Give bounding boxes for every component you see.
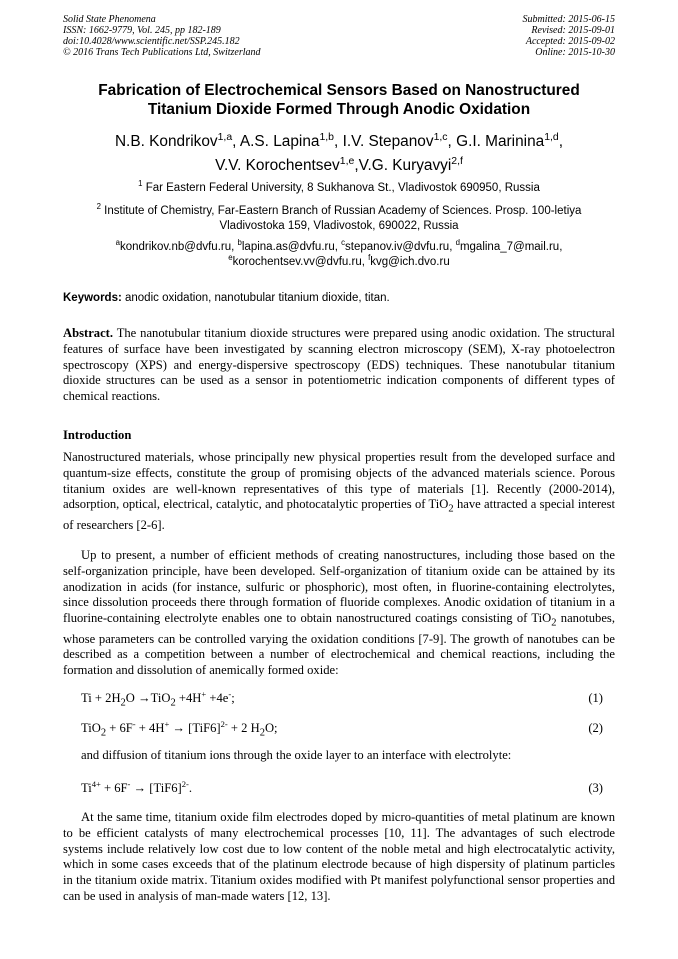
- intro-paragraph-4: At the same time, titanium oxide film electrodes doped by micro-quantities of metal platinum are known to be efficient catalysts of many electrochemical processes [10, 11]. The advantages of such electrode systems include relatively low cost due to low content of the noble metal and high electrocatalytic activity, which in some cases exceeds that of the platinum electrode because of high dispersity of platinum particles in the titanium oxide matrix. Titanium oxides modified with Pt manifest polyfunctional sensor properties and can be used in analysis of man-made waters [12, 13].: [63, 810, 615, 903]
- equation-text: → [TiF6]: [169, 721, 221, 735]
- revised-date: Revised: 2015-09-01: [531, 25, 615, 36]
- author-separator: ,: [232, 133, 240, 150]
- paragraph-text: Nanostructured materials, whose principally new physical properties result from the developed surface and quantum-size effects, constitute the group of promising objects of the advanced materials science. Porous titanium oxides are well-known representatives of this type of materials [1]. Recently (2000-2014), adsorption, optical, electrical, catalytic, and photocatalytic properties of TiO: [63, 450, 615, 512]
- author-name: A.S. Lapina: [239, 133, 320, 150]
- equation-text: +4H: [175, 691, 202, 705]
- equation-text: ;: [231, 691, 235, 705]
- paper-title: [63, 81, 615, 119]
- affiliation-2: [63, 204, 615, 234]
- superscript: -: [132, 718, 136, 729]
- equation-text: +4e: [206, 691, 229, 705]
- author-separator: ,: [558, 133, 564, 150]
- email-address[interactable]: mgalina_7@mail.ru: [459, 241, 560, 253]
- email-separator: ,: [231, 241, 238, 253]
- author-separator: ,: [334, 133, 343, 150]
- equation-text: O →TiO: [125, 691, 171, 705]
- equation-text: TiO: [81, 721, 101, 735]
- abstract: [63, 326, 615, 405]
- author-name: V.G. Kuryavyi: [358, 157, 452, 174]
- subscript: 2: [259, 727, 265, 739]
- email-separator: ,: [449, 241, 456, 253]
- equation-number: (1): [588, 691, 603, 705]
- author-separator: ,: [354, 157, 359, 174]
- email-address[interactable]: kondrikov.nb@dvfu.ru: [119, 241, 232, 253]
- affiliation-text: Institute of Chemistry, Far-Eastern Branch of Russian Academy of Sciences. Prosp. 100-letiya: [104, 205, 582, 217]
- subscript: 2: [100, 727, 107, 739]
- subscript: 2: [120, 697, 126, 709]
- keywords: [63, 291, 615, 306]
- accepted-date: Accepted: 2015-09-02: [525, 36, 615, 47]
- superscript: 4+: [91, 778, 101, 789]
- email-separator: ,: [334, 241, 342, 253]
- author-name: G.I. Marinina: [456, 133, 545, 150]
- equation-number: (3): [588, 781, 603, 795]
- equation-text: O;: [264, 721, 278, 735]
- equation-text: + 6F: [100, 781, 128, 795]
- email-mark: f: [368, 253, 371, 263]
- intro-paragraph-3: and diffusion of titanium ions through the oxide layer to an interface with electrolyte:: [81, 748, 512, 762]
- equation-1: [81, 690, 603, 712]
- superscript: +: [164, 718, 170, 729]
- author-affil-mark: 1,b: [319, 131, 334, 143]
- author-affil-mark: 2,f: [451, 155, 463, 167]
- equation-text: + 2 H: [227, 721, 260, 735]
- author-list: [63, 130, 615, 178]
- author-affil-mark: 1,c: [433, 131, 448, 143]
- section-heading-introduction: Introduction: [63, 428, 132, 442]
- intro-paragraph-2: [63, 548, 615, 679]
- email-mark: a: [115, 238, 120, 248]
- email-address[interactable]: korochentsev.vv@dvfu.ru: [232, 256, 362, 268]
- subscript: 2: [448, 503, 454, 515]
- email-address[interactable]: stepanov.iv@dvfu.ru: [345, 241, 450, 253]
- equation-text: Ti + 2H: [81, 691, 121, 705]
- email-separator: ,: [559, 241, 563, 253]
- affiliation-text: Vladivostoka 159, Vladivostok, 690022, Russia: [219, 220, 459, 232]
- online-date: Online: 2015-10-30: [535, 47, 615, 58]
- author-affil-mark: 1,d: [544, 131, 559, 143]
- author-name: N.B. Kondrikov: [114, 133, 218, 150]
- copyright: © 2016 Trans Tech Publications Ltd, Switzerland: [63, 47, 261, 58]
- author-name: I.V. Stepanov: [342, 133, 434, 150]
- email-mark: e: [228, 253, 233, 263]
- paragraph-text: nanotubes, whose parameters can be controlled varying the oxidation conditions [7-9]. The growth of nanotubes can be described as a competition between a number of electrochemical and chemical reactions, including the formation and dissolution of anemically formed oxide:: [63, 611, 615, 678]
- equation-number: (2): [588, 721, 603, 735]
- superscript: 2-: [220, 718, 228, 729]
- equation-text: + 6F: [106, 721, 133, 735]
- affiliation-text: Far Eastern Federal University, 8 Sukhanova St., Vladivostok 690950, Russia: [145, 182, 540, 194]
- abstract-label: Abstract.: [63, 326, 114, 340]
- superscript: 2-: [181, 778, 189, 789]
- abstract-text: The nanotubular titanium dioxide structures were prepared using anodic oxidation. The structural features of surface have been investigated by scanning electron microscopy (SEM), X-ray photoelectron spectroscopy (XPS) and energy-dispersive spectroscopy (EDS) techniques. These nanotubular titanium dioxide structures can be used as a sensor in potentiometric indication components of different types of chemical reactions.: [63, 326, 615, 404]
- equation-2: [81, 720, 603, 742]
- equation-text: + 4H: [135, 721, 165, 735]
- superscript: +: [201, 688, 207, 699]
- author-affil-mark: 1,e: [339, 155, 355, 167]
- keywords-text: anodic oxidation, nanotubular titanium dioxide, titan.: [125, 292, 390, 304]
- equation-text: → [TiF6]: [130, 781, 182, 795]
- equation-text: Ti: [81, 781, 92, 795]
- title-line-1: Fabrication of Electrochemical Sensors Based on Nanostructured: [98, 82, 580, 99]
- issn: ISSN: 1662-9779, Vol. 245, pp 182-189: [63, 25, 221, 36]
- author-line-2: [63, 154, 615, 178]
- email-separator: ,: [361, 256, 369, 268]
- superscript: -: [228, 688, 232, 699]
- submitted-date: Submitted: 2015-06-15: [522, 14, 615, 25]
- author-affil-mark: 1,a: [217, 131, 233, 143]
- author-line-1: [63, 130, 615, 154]
- email-address[interactable]: lapina.as@dvfu.ru: [241, 241, 335, 253]
- paragraph-text: Up to present, a number of efficient methods of creating nanostructures, including those based on the self-organization principle, have been developed. Self-organization of titanium oxide can be attained by its anodization in acids (for instance, sulfuric or phosphoric), most often, in fluorine-containing electrolytes, since dissolution proceeds there through formation of fluoride complexes. Anodic oxidation of titanium in a fluorine-containing electrolyte enables one to obtain nanostructured coatings consisting of TiO: [63, 548, 615, 626]
- affiliation-1: [63, 181, 615, 196]
- superscript: -: [127, 778, 131, 789]
- email-address[interactable]: kvg@ich.dvo.ru: [370, 256, 450, 268]
- email-mark: d: [455, 238, 460, 248]
- subscript: 2: [170, 697, 176, 709]
- paragraph-text: have attracted a special interest of researchers [2-6].: [63, 497, 615, 532]
- author-name: V.V. Korochentsev: [215, 157, 340, 174]
- doi: doi:10.4028/www.scientific.net/SSP.245.182: [63, 36, 240, 47]
- journal-header: [63, 14, 261, 58]
- author-separator: ,: [447, 133, 457, 150]
- affiliation-number: 1: [138, 179, 143, 189]
- equation-3: [81, 780, 603, 796]
- intro-paragraph-1: [63, 450, 615, 534]
- title-line-2: Titanium Dioxide Formed Through Anodic Oxidation: [147, 101, 531, 118]
- affiliation-number: 2: [96, 202, 101, 212]
- author-emails: [63, 240, 615, 270]
- dates-header: [523, 14, 616, 58]
- equation-text: .: [188, 781, 193, 795]
- keywords-label: Keywords:: [63, 292, 122, 304]
- email-mark: c: [341, 238, 346, 248]
- subscript: 2: [551, 617, 557, 629]
- email-mark: b: [237, 238, 242, 248]
- journal-name: Solid State Phenomena: [63, 14, 156, 25]
